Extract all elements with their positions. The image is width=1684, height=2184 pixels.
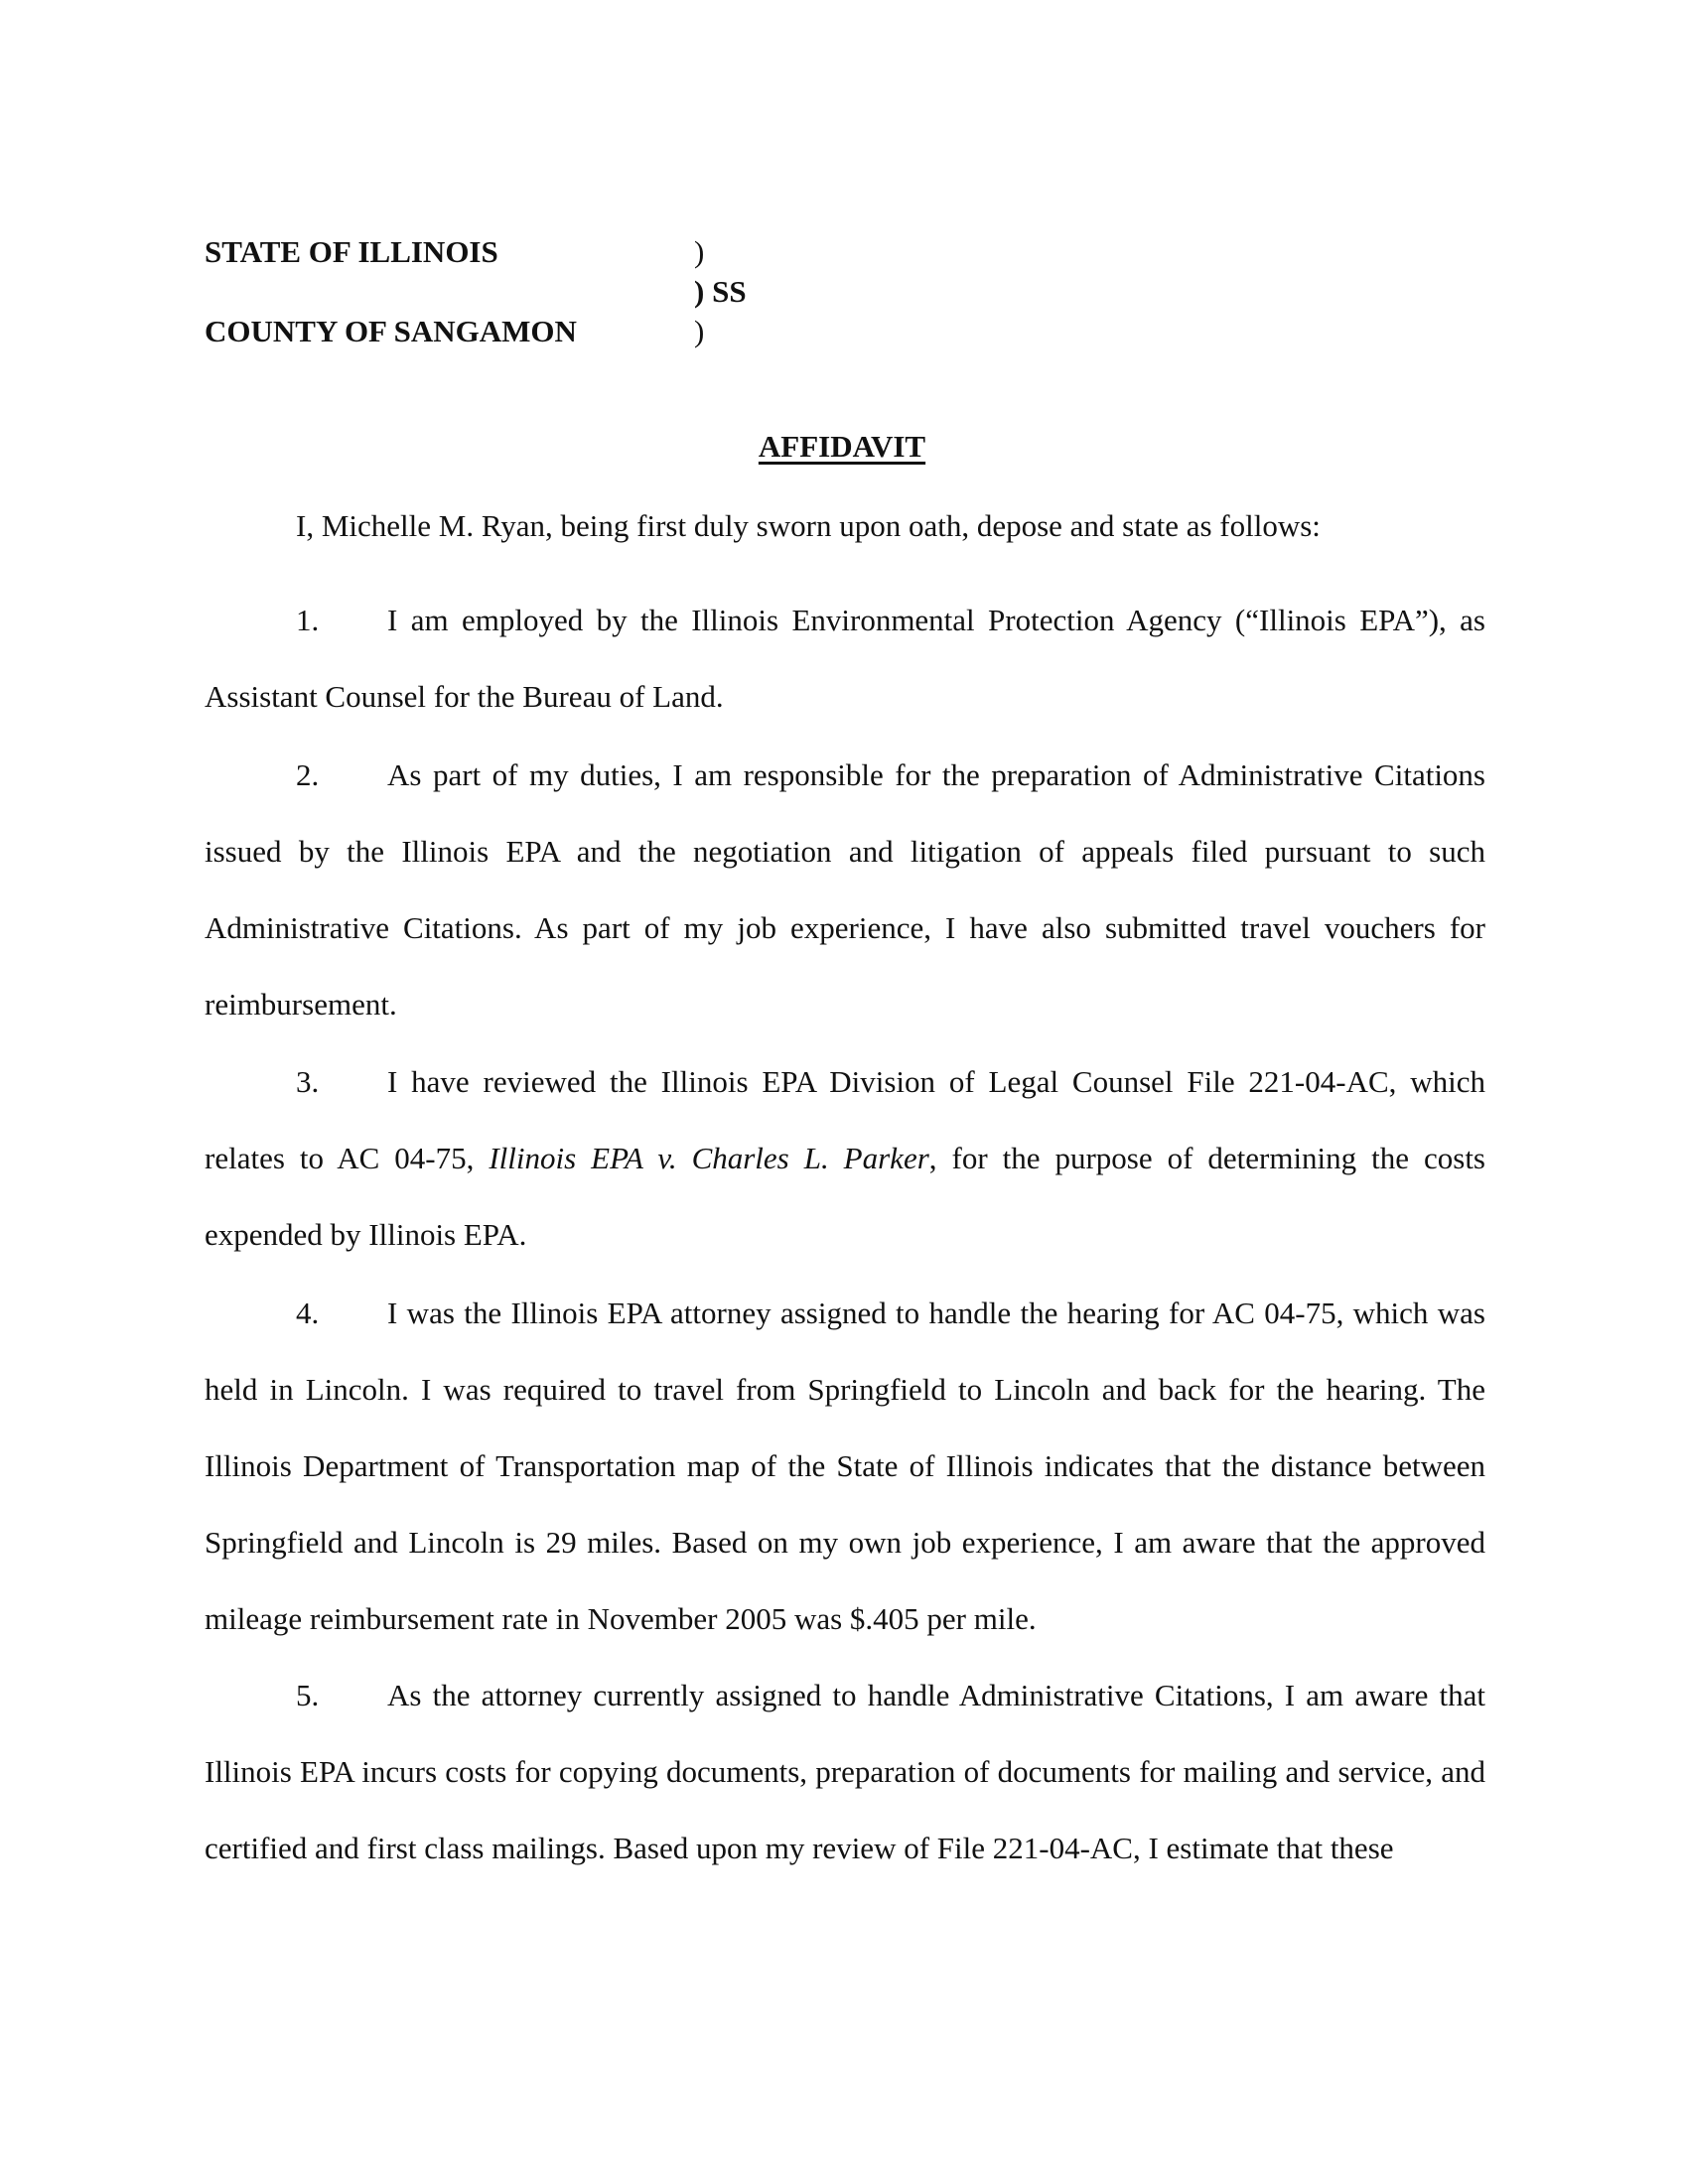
ss-label: ) SS: [694, 274, 747, 309]
county-label: COUNTY OF SANGAMON: [205, 314, 577, 348]
document-title: AFFIDAVIT: [758, 429, 926, 464]
paragraph-5: [205, 1657, 1485, 1886]
caption-paren-top: ): [694, 234, 705, 269]
paragraph-number: 4.: [296, 1296, 320, 1330]
paragraph-2: [205, 737, 1485, 1042]
paragraph-text: As part of my duties, I am responsible for the preparation of Administrative Citations issued by the Illinois EPA and the negotiation and litigation of appeals filed pursuant to such Administrative Citations. As part of my job experience, I have also submitted travel vouchers for reimbursement.: [205, 757, 1485, 1022]
case-name: Illinois EPA v. Charles L. Parker: [489, 1141, 929, 1175]
paragraph-4: [205, 1275, 1485, 1657]
paragraph-text: I am employed by the Illinois Environmental Protection Agency (“Illinois EPA”), as Assistant Counsel for the Bureau of Land.: [205, 603, 1485, 714]
paragraph-number: 2.: [296, 757, 320, 792]
paragraph-text: As the attorney currently assigned to handle Administrative Citations, I am aware that Illinois EPA incurs costs for copying documents, preparation of documents for mailing and service, and certified and first class mailings. Based upon my review of File 221-04-AC, I estimate that these: [205, 1678, 1485, 1865]
state-label: STATE OF ILLINOIS: [205, 234, 498, 269]
paragraph-number: 1.: [296, 603, 320, 637]
paragraph-number: 3.: [296, 1064, 320, 1099]
paragraph-number: 5.: [296, 1678, 320, 1712]
paragraph-text: I was the Illinois EPA attorney assigned to handle the hearing for AC 04-75, which was held in Lincoln. I was required to travel from Springfield to Lincoln and back for the hearing. The Illinois Department of Transportation map of the State of Illinois indicates that the distance between Springfield and Lincoln is 29 miles. Based on my own job experience, I am aware that the approved mileage reimbursement rate in November 2005 was $.405 per mile.: [205, 1296, 1485, 1636]
paragraph-text-continued: , for the purpose of determining the costs expended by Illinois EPA.: [205, 1141, 1485, 1252]
caption-paren-bottom: ): [694, 314, 705, 348]
intro-statement: I, Michelle M. Ryan, being first duly sworn upon oath, depose and state as follows:: [296, 508, 1321, 543]
paragraph-3: [205, 1043, 1485, 1273]
paragraph-text: I have reviewed the Illinois EPA Division of Legal Counsel File 221-04-AC, which relates to AC 04-75,: [205, 1064, 1485, 1175]
paragraph-1: [205, 582, 1485, 735]
